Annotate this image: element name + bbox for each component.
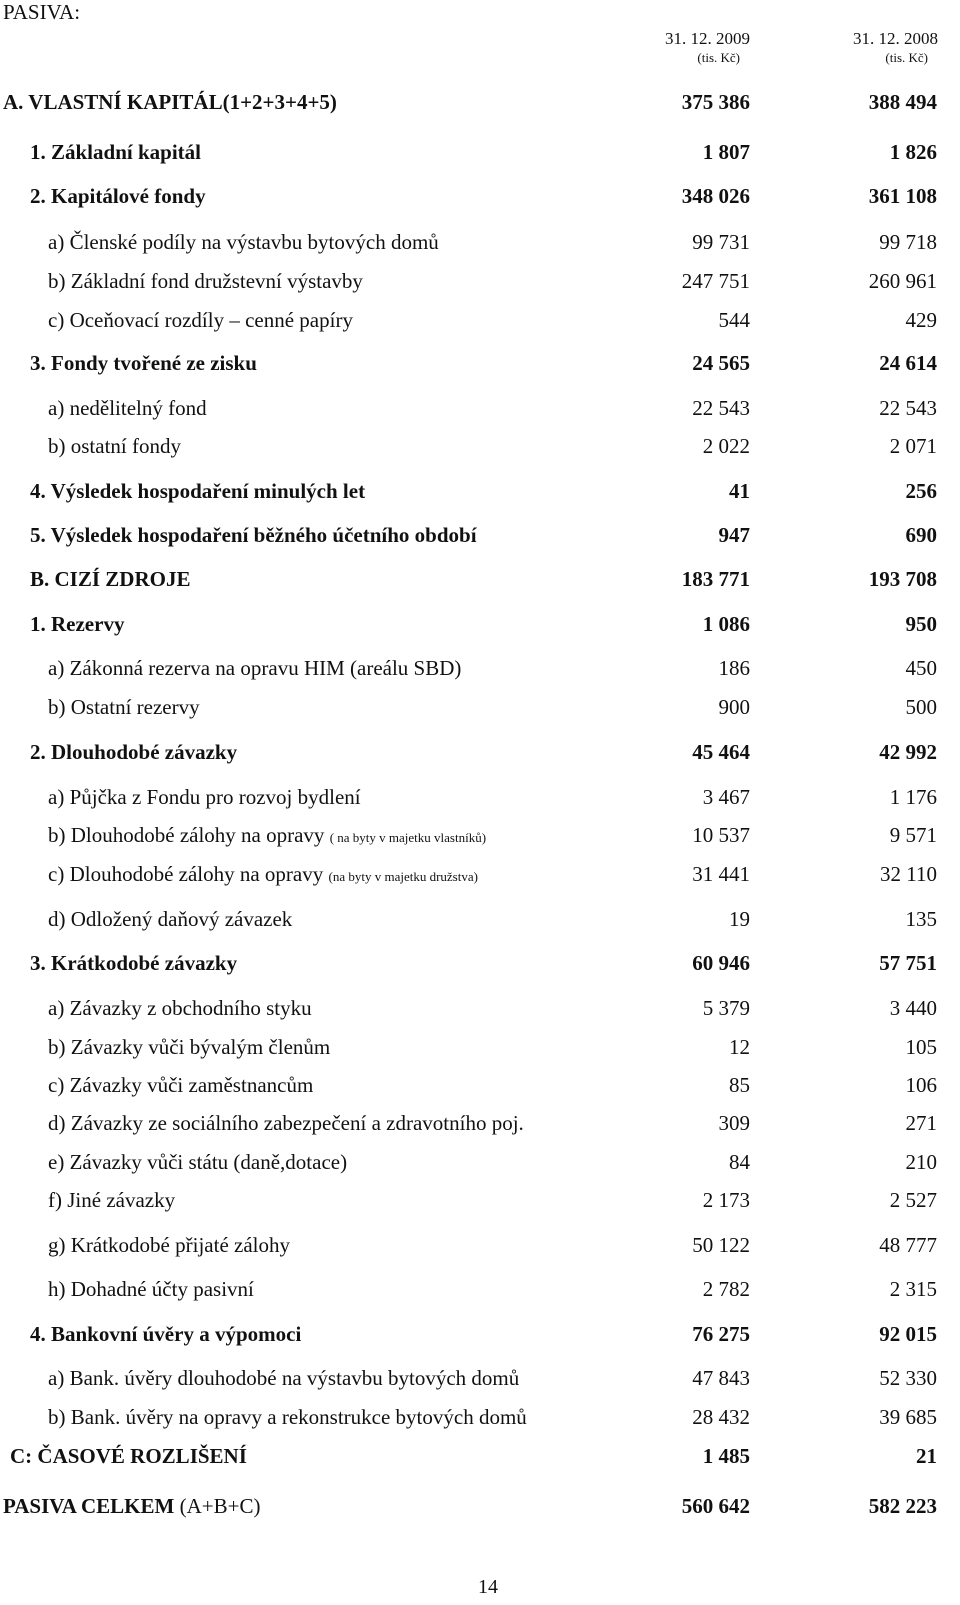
value-2009: 186: [718, 656, 750, 680]
value-2008: 260 961: [868, 269, 937, 293]
table-row: [0, 89, 960, 115]
row-label: a) Půjčka z Fondu pro rozvoj bydlení: [48, 785, 361, 809]
table-row: [0, 139, 960, 165]
table-row: [0, 822, 960, 848]
row-label: a) nedělitelný fond: [48, 396, 207, 420]
value-2008: 99 718: [879, 230, 937, 254]
value-2009: 544: [718, 308, 750, 332]
table-row: [0, 1034, 960, 1060]
value-2009: 10 537: [692, 823, 750, 847]
value-2008: 39 685: [879, 1405, 937, 1429]
row-label: b) ostatní fondy: [48, 434, 181, 458]
value-2009: 247 751: [681, 269, 750, 293]
table-row: [0, 433, 960, 459]
value-2009: 28 432: [692, 1405, 750, 1429]
value-2008: 582 223: [868, 1494, 937, 1518]
value-2008: 210: [905, 1150, 937, 1174]
row-label: g) Krátkodobé přijaté zálohy: [48, 1233, 290, 1257]
table-row: [0, 1276, 960, 1302]
value-2009: 2 782: [702, 1277, 750, 1301]
table-row: [0, 1232, 960, 1258]
value-2009: 47 843: [692, 1366, 750, 1390]
value-2009: 348 026: [681, 184, 750, 208]
row-label: C: ČASOVÉ ROZLIŠENÍ: [10, 1444, 247, 1468]
value-2008: 271: [905, 1111, 937, 1135]
value-2008: 2 071: [889, 434, 937, 458]
value-2009: 99 731: [692, 230, 750, 254]
value-2009: 19: [729, 907, 750, 931]
table-row: [0, 1443, 960, 1469]
row-note: (na byty v majetku družstva): [328, 869, 478, 884]
column-date: 31. 12. 2009: [665, 29, 750, 48]
value-2008: 52 330: [879, 1366, 937, 1390]
value-2009: 375 386: [681, 90, 750, 114]
table-row: [0, 739, 960, 765]
value-2009: 1 086: [702, 612, 750, 636]
row-label: a) Zákonná rezerva na opravu HIM (areálu SBD): [48, 656, 462, 680]
row-label: 4. Bankovní úvěry a výpomoci: [30, 1322, 302, 1346]
row-label: c) Závazky vůči zaměstnancům: [48, 1073, 314, 1097]
table-row: [0, 522, 960, 548]
row-label: h) Dohadné účty pasivní: [48, 1277, 254, 1301]
row-label: 2. Kapitálové fondy: [30, 184, 206, 208]
total-row: [0, 1493, 960, 1519]
value-2009: 60 946: [692, 951, 750, 975]
table-row: [0, 395, 960, 421]
table-row: [0, 906, 960, 932]
column-unit: (tis. Kč): [885, 50, 928, 65]
value-2008: 500: [905, 695, 937, 719]
row-label: 1. Základní kapitál: [30, 140, 201, 164]
row-label: 4. Výsledek hospodaření minulých let: [30, 479, 366, 503]
value-2008: 32 110: [880, 862, 937, 886]
value-2008: 106: [905, 1073, 937, 1097]
row-label: d) Závazky ze sociálního zabezpečení a zdravotního poj.: [48, 1111, 524, 1135]
row-label: b) Základní fond družstevní výstavby: [48, 269, 363, 293]
row-label: 3. Krátkodobé závazky: [30, 951, 238, 975]
row-label: a) Bank. úvěry dlouhodobé na výstavbu bytových domů: [48, 1366, 520, 1390]
value-2008: 42 992: [879, 740, 937, 764]
value-2008: 92 015: [879, 1322, 937, 1346]
value-2008: 9 571: [889, 823, 937, 847]
table-row: [0, 950, 960, 976]
value-2009: 947: [718, 523, 750, 547]
value-2009: 85: [729, 1073, 750, 1097]
value-2008: 48 777: [879, 1233, 937, 1257]
value-2008: 450: [905, 656, 937, 680]
value-2008: 21: [916, 1444, 937, 1468]
value-2008: 2 315: [889, 1277, 937, 1301]
row-label: A. VLASTNÍ KAPITÁL(1+2+3+4+5): [3, 90, 337, 114]
table-row: [0, 183, 960, 209]
value-2008: 256: [905, 479, 937, 503]
row-label: b) Ostatní rezervy: [48, 695, 200, 719]
value-2009: 12: [729, 1035, 750, 1059]
table-row: [0, 478, 960, 504]
table-row: [0, 995, 960, 1021]
value-2008: 950: [905, 612, 937, 636]
value-2008: 429: [905, 308, 937, 332]
row-label: 2. Dlouhodobé závazky: [30, 740, 238, 764]
value-2008: 57 751: [879, 951, 937, 975]
value-2009: 84: [729, 1150, 750, 1174]
column-header-2009: [620, 28, 750, 66]
row-label: [48, 861, 478, 890]
row-label: d) Odložený daňový závazek: [48, 907, 293, 931]
value-2009: 1 485: [702, 1444, 750, 1468]
row-label: c) Oceňovací rozdíly – cenné papíry: [48, 308, 353, 332]
row-label: e) Závazky vůči státu (daně,dotace): [48, 1150, 348, 1174]
value-2009: 183 771: [681, 567, 750, 591]
value-2008: 105: [905, 1035, 937, 1059]
row-label: a) Členské podíly na výstavbu bytových domů: [48, 230, 439, 254]
row-label: 1. Rezervy: [30, 612, 125, 636]
value-2008: 388 494: [868, 90, 937, 114]
value-2008: 3 440: [889, 996, 937, 1020]
value-2009: 2 022: [702, 434, 750, 458]
table-row: [0, 694, 960, 720]
value-2009: 5 379: [702, 996, 750, 1020]
value-2008: 22 543: [879, 396, 937, 420]
value-2008: 135: [905, 907, 937, 931]
table-row: [0, 1149, 960, 1175]
table-row: [0, 1365, 960, 1391]
column-unit: (tis. Kč): [697, 50, 740, 65]
table-row: [0, 861, 960, 887]
value-2008: 361 108: [868, 184, 937, 208]
table-row: [0, 307, 960, 333]
column-header-2008: [808, 28, 938, 66]
column-date: 31. 12. 2008: [853, 29, 938, 48]
value-2008: 2 527: [889, 1188, 937, 1212]
table-row: [0, 1321, 960, 1347]
row-label-tail: (A+B+C): [179, 1494, 261, 1518]
value-2008: 1 176: [889, 785, 937, 809]
row-label: b) Bank. úvěry na opravy a rekonstrukce bytových domů: [48, 1405, 527, 1429]
value-2008: 24 614: [879, 351, 937, 375]
value-2009: 900: [718, 695, 750, 719]
table-row: [0, 1072, 960, 1098]
value-2008: 193 708: [868, 567, 937, 591]
value-2009: 24 565: [692, 351, 750, 375]
page-number: 14: [478, 1576, 498, 1598]
row-label: a) Závazky z obchodního styku: [48, 996, 312, 1020]
table-row: [0, 1110, 960, 1136]
row-label: 5. Výsledek hospodaření běžného účetního období: [30, 523, 477, 547]
page-heading: PASIVA:: [3, 0, 81, 24]
value-2009: 45 464: [692, 740, 750, 764]
row-label: [48, 822, 486, 851]
value-2009: 309: [718, 1111, 750, 1135]
value-2009: 3 467: [702, 785, 750, 809]
table-row: [0, 1187, 960, 1213]
row-label-main: c) Dlouhodobé zálohy na opravy: [48, 862, 324, 886]
row-label: 3. Fondy tvořené ze zisku: [30, 351, 257, 375]
row-label: [3, 1493, 260, 1519]
value-2008: 690: [905, 523, 937, 547]
table-row: [0, 1404, 960, 1430]
value-2009: 560 642: [681, 1494, 750, 1518]
value-2008: 1 826: [889, 140, 937, 164]
value-2009: 2 173: [702, 1188, 750, 1212]
row-label-main: PASIVA CELKEM: [3, 1494, 175, 1518]
row-label-main: b) Dlouhodobé zálohy na opravy: [48, 823, 325, 847]
value-2009: 50 122: [692, 1233, 750, 1257]
row-label: B. CIZÍ ZDROJE: [30, 567, 191, 591]
row-label: b) Závazky vůči bývalým členům: [48, 1035, 331, 1059]
table-row: [0, 655, 960, 681]
row-note: ( na byty v majetku vlastníků): [329, 830, 487, 845]
value-2009: 31 441: [692, 862, 750, 886]
table-row: [0, 268, 960, 294]
table-row: [0, 350, 960, 376]
table-row: [0, 566, 960, 592]
row-label: f) Jiné závazky: [48, 1188, 176, 1212]
table-row: [0, 784, 960, 810]
value-2009: 22 543: [692, 396, 750, 420]
table-row: [0, 229, 960, 255]
value-2009: 76 275: [692, 1322, 750, 1346]
table-row: [0, 611, 960, 637]
value-2009: 1 807: [702, 140, 750, 164]
value-2009: 41: [729, 479, 750, 503]
